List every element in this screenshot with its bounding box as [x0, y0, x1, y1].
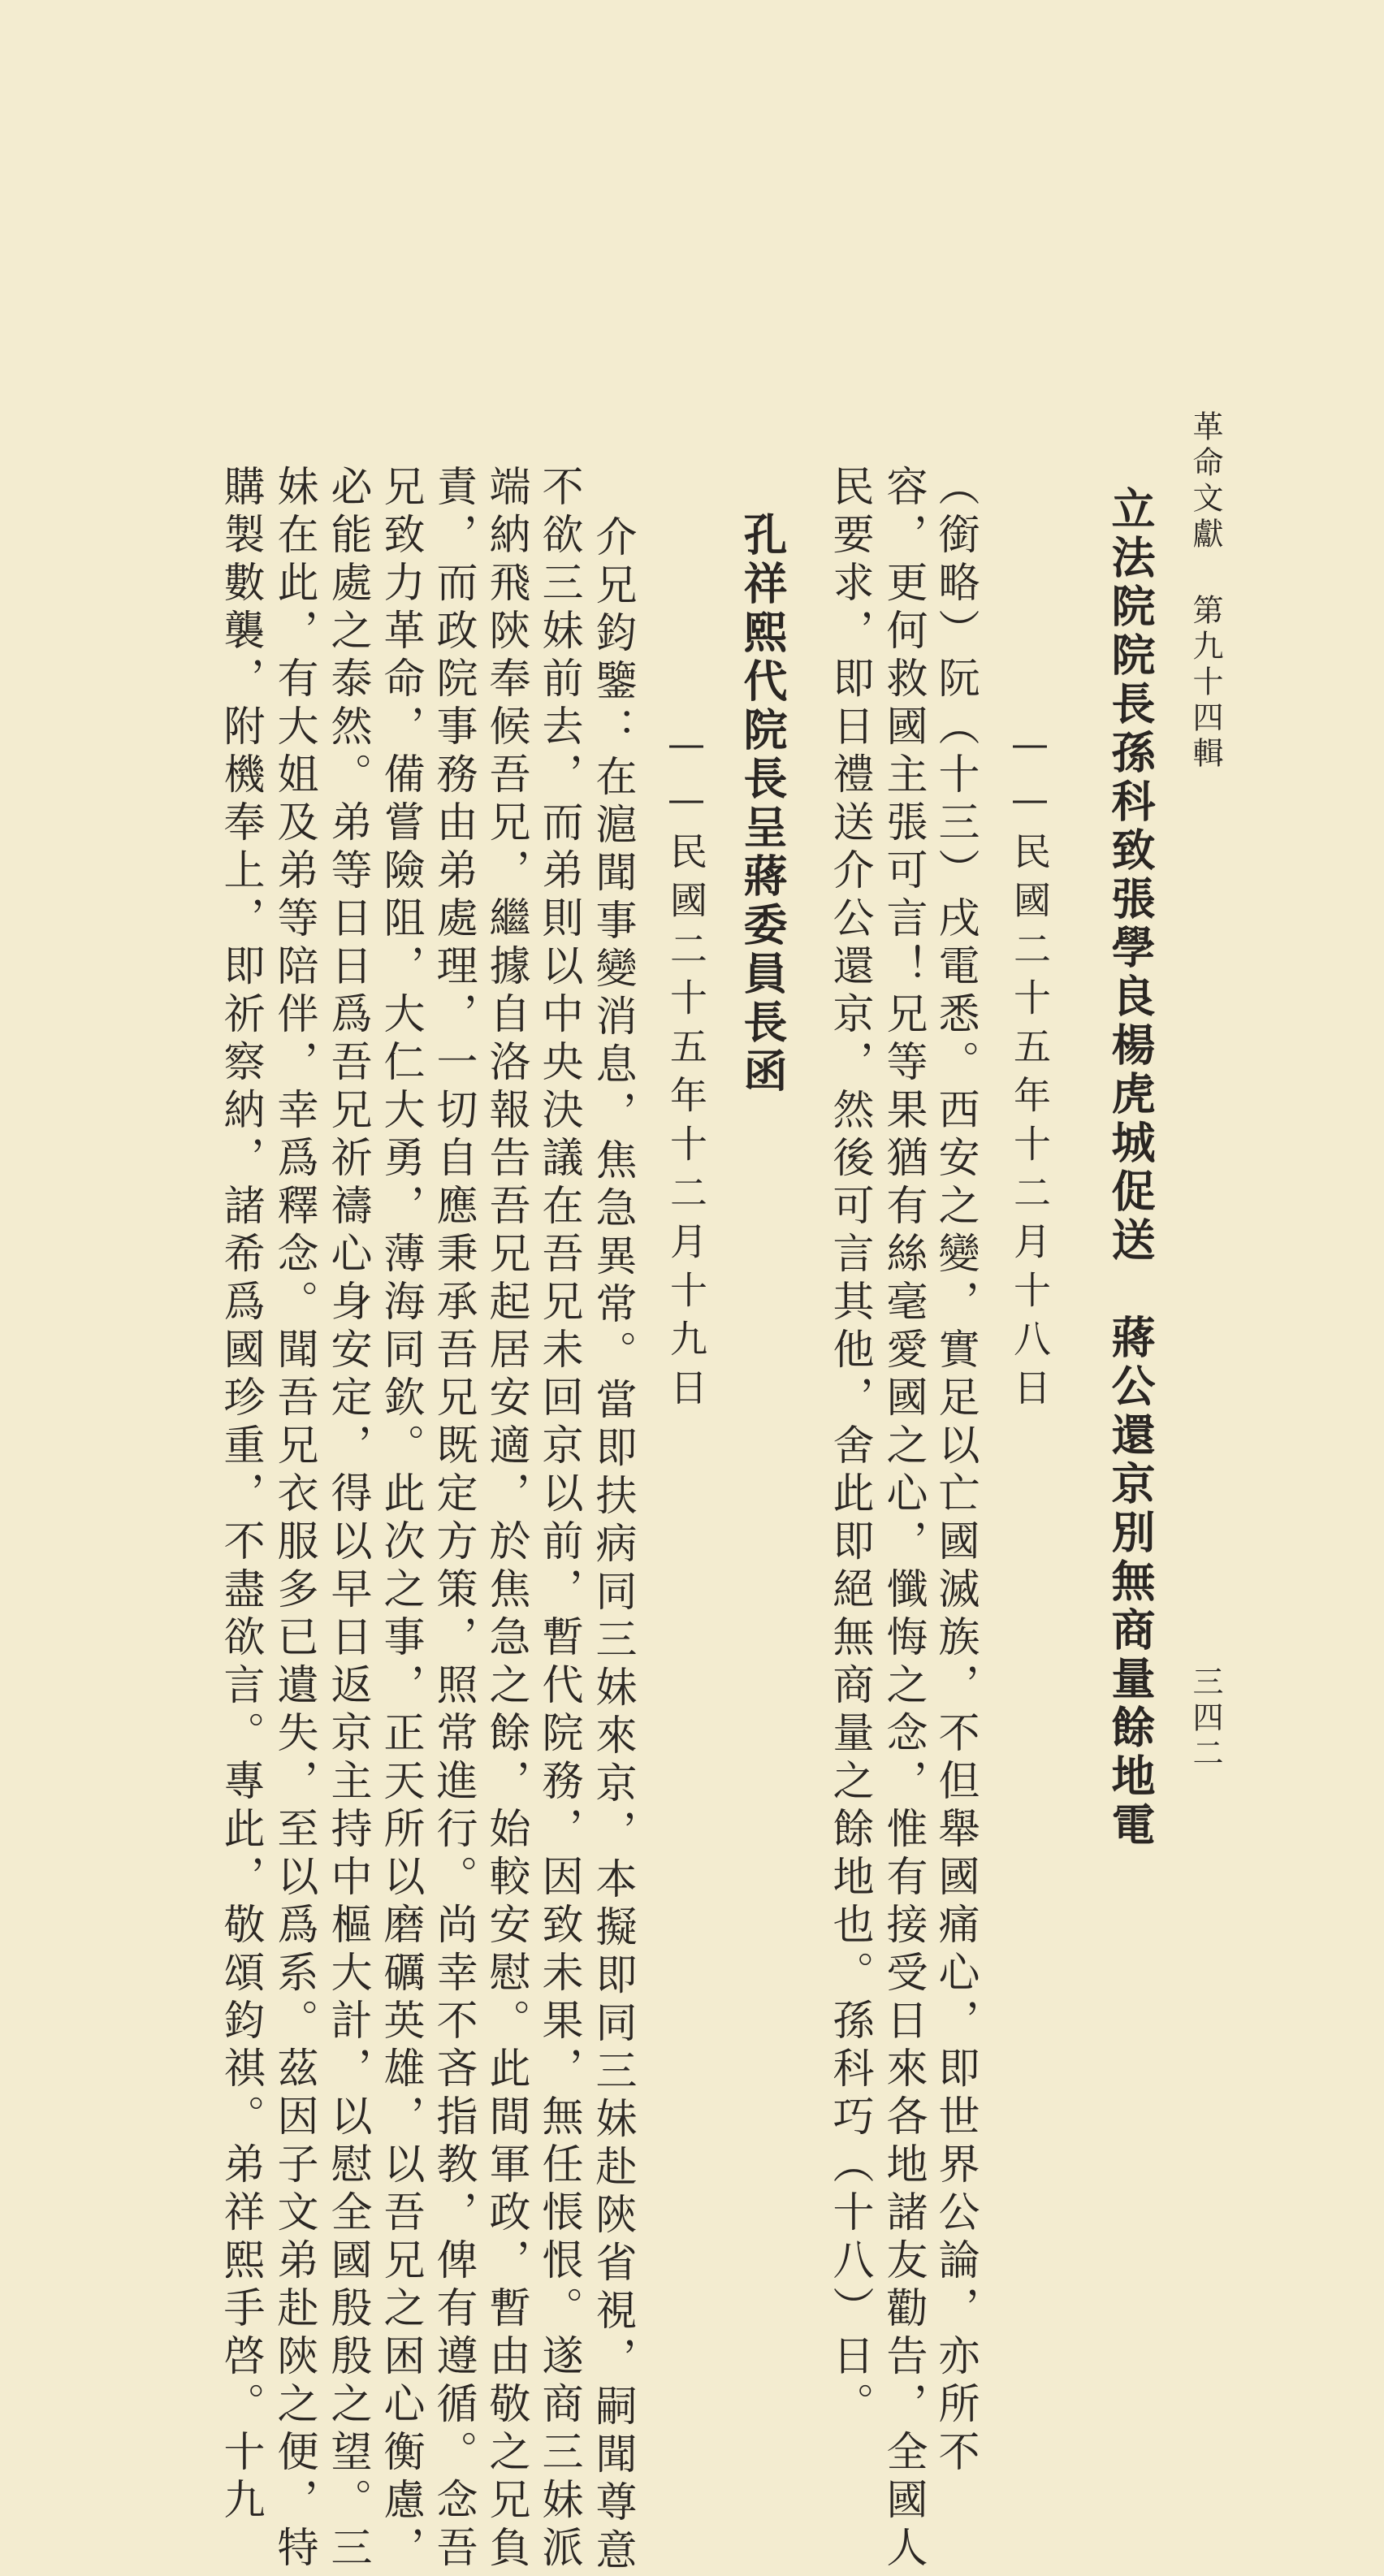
page-number: 三四二 [1187, 1665, 1223, 1773]
doc1-date: ——民國二十五年十二月十八日 [1008, 721, 1052, 1417]
doc2-line: 必能處之泰然。弟等日日爲吾兄祈禱心身安定，得以早日返京主持中樞大計，以慰全國殷殷之望。三 [323, 465, 371, 2574]
doc2-line: 介兄鈞鑒：在滬聞事變消息，焦急異常。當即扶病同三妹來京，本擬即同三妹赴陝省視，嗣聞尊意 [588, 515, 636, 2576]
doc1-title: 立法院院長孫科致張學良楊虎城促送 蔣公還京別無商量餘地電 [1105, 486, 1157, 1851]
doc2-line: 端納飛陝奉候吾兄，繼據自洛報告吾兄起居安適，於焦急之餘，始較安慰。此間軍政，暫由敬之兄負 [482, 465, 530, 2574]
doc2-date: ——民國二十五年十二月十九日 [664, 721, 708, 1417]
doc2-line: 妹在此，有大姐及弟等陪伴，幸爲釋念。聞吾兄衣服多已遺失，至以爲系。茲因子文弟赴陝之便，特 [270, 465, 318, 2574]
doc2-line: 購製數襲，附機奉上，即祈察納，諸希爲國珍重，不盡欲言。專此，敬頌鈞祺。弟祥熙手啓。十九 [216, 465, 264, 2526]
doc2-line: 兄致力革命，備嘗險阻，大仁大勇，薄海同欽。此次之事，正天所以磨礪英雄，以吾兄之困心衡慮， [376, 465, 424, 2574]
doc1-line: （銜略）阮（十三）戌電悉。西安之變，實足以亡國滅族，不但舉國痛心，即世界公論，亦所不 [931, 465, 979, 2478]
doc1-line: 民要求，即日禮送介公還京，然後可言其他，舍此即絕無商量之餘地也。孫科巧（十八）日。 [825, 465, 873, 2430]
doc2-title: 孔祥熙代院長呈蔣委員長函 [737, 512, 789, 1097]
book-title: 革命文獻 第九十四輯 [1187, 410, 1223, 773]
doc2-line: 不欲三妹前去，而弟則以中央決議在吾兄未回京以前，暫代院務，因致未果，無任悵恨。遂商三妹派 [534, 465, 582, 2574]
doc1-line: 容，更何救國主張可言！兄等果猶有絲毫愛國之心，懺悔之念，惟有接受日來各地諸友勸告，全國人 [879, 465, 927, 2574]
doc2-line: 責，而政院事務由弟處理，一切自應秉承吾兄既定方策，照常進行。尚幸不吝指教，俾有遵循。念吾 [429, 465, 477, 2574]
